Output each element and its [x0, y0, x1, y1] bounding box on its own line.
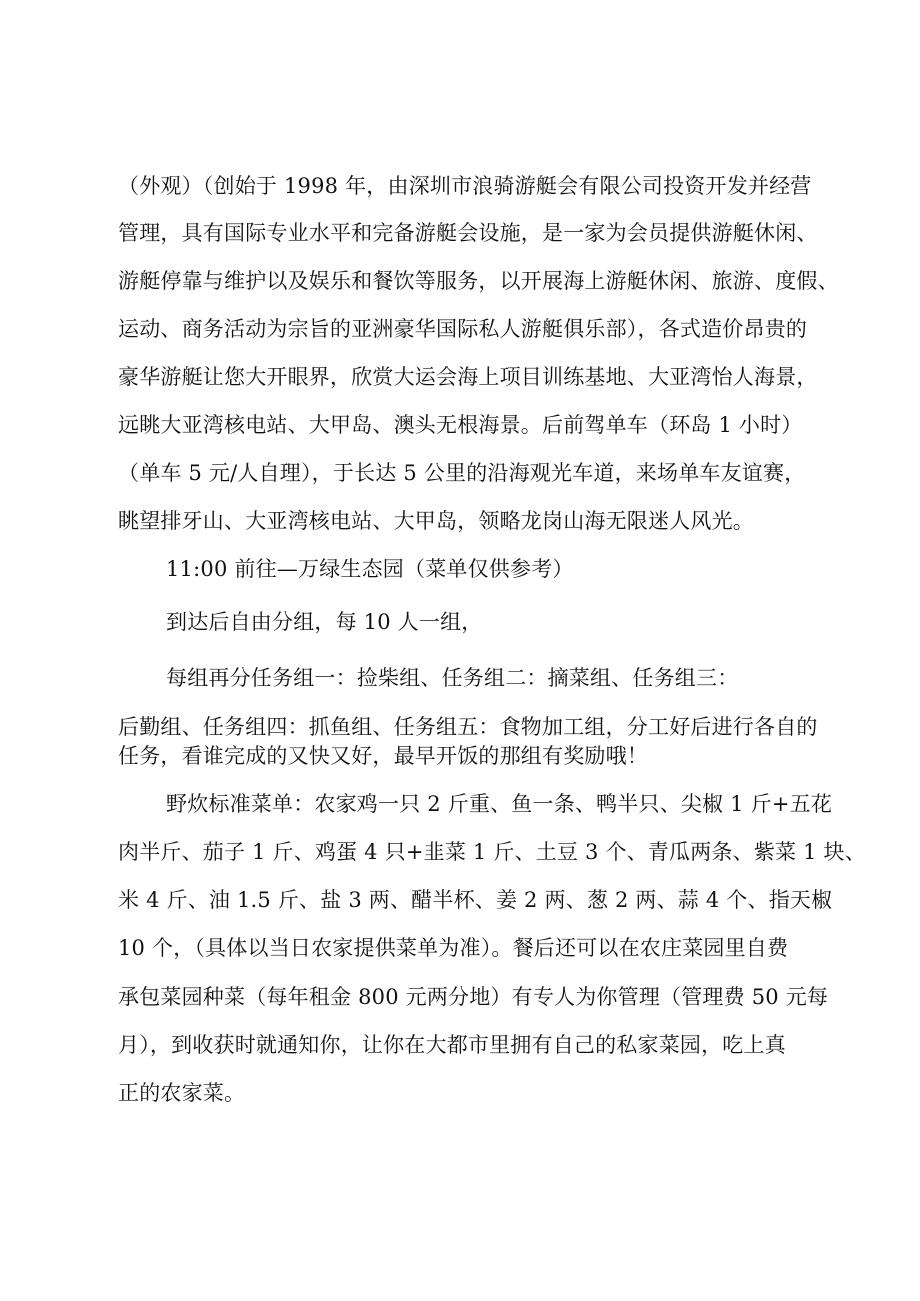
text-line: 月），到收获时就通知你，让你在大都市里拥有自己的私家菜园，吃上真 — [118, 1033, 786, 1057]
text-line: （单车 5 元/人自理），于长达 5 公里的沿海观光车道，来场单车友谊赛， — [118, 461, 806, 485]
text-line: （外观）（创始于 1998 年，由深圳市浪骑游艇会有限公司投资开发并经营 — [118, 174, 812, 198]
grouping-line: 到达后自由分组，每 10 人一组， — [166, 610, 483, 634]
text-line: 豪华游艇让您大开眼界，欣赏大运会海上项目训练基地、大亚湾怡人海景， — [118, 365, 818, 389]
schedule-line: 11:00 前往—万绿生态园（菜单仅供参考） — [166, 557, 574, 581]
text-line: 后勤组、任务组四：抓鱼组、任务组五：食物加工组，分工好后进行各自的 — [118, 715, 818, 739]
text-line: 野炊标准菜单：农家鸡一只 2 斤重、鱼一条、鸭半只、尖椒 1 斤+五花 — [166, 792, 833, 816]
text-line: 运动、商务活动为宗旨的亚洲豪华国际私人游艇俱乐部），各式造价昂贵的 — [118, 317, 808, 341]
text-line: 承包菜园种菜（每年租金 800 元两分地）有专人为你管理（管理费 50 元每 — [118, 985, 829, 1009]
text-line: 任务，看谁完成的又快又好，最早开饭的那组有奖励哦！ — [118, 744, 648, 768]
text-line: 管理，具有国际专业水平和完备游艇会设施，是一家为会员提供游艇休闲、 — [118, 221, 818, 245]
text-line: 游艇停靠与维护以及娱乐和餐饮等服务，以开展海上游艇休闲、旅游、度假、 — [118, 269, 839, 293]
text-line: 米 4 斤、油 1.5 斤、盐 3 两、醋半杯、姜 2 两、葱 2 两、蒜 4 个、指天椒 — [118, 888, 833, 912]
text-line: 正的农家菜。 — [118, 1081, 246, 1105]
text-line: 肉半斤、茄子 1 斤、鸡蛋 4 只+韭菜 1 斤、土豆 3 个、青瓜两条、紫菜 1 块、 — [118, 840, 866, 864]
text-line: 10 个，（具体以当日农家提供菜单为准）。餐后还可以在农庄菜园里自费 — [118, 936, 789, 960]
text-line: 眺望排牙山、大亚湾核电站、大甲岛，领略龙岗山海无限迷人风光。 — [118, 509, 754, 533]
text-line: 每组再分任务组一：捡柴组、任务组二：摘菜组、任务组三： — [166, 666, 739, 690]
text-line: 远眺大亚湾核电站、大甲岛、澳头无根海景。后前驾单车（环岛 1 小时） — [118, 413, 803, 437]
